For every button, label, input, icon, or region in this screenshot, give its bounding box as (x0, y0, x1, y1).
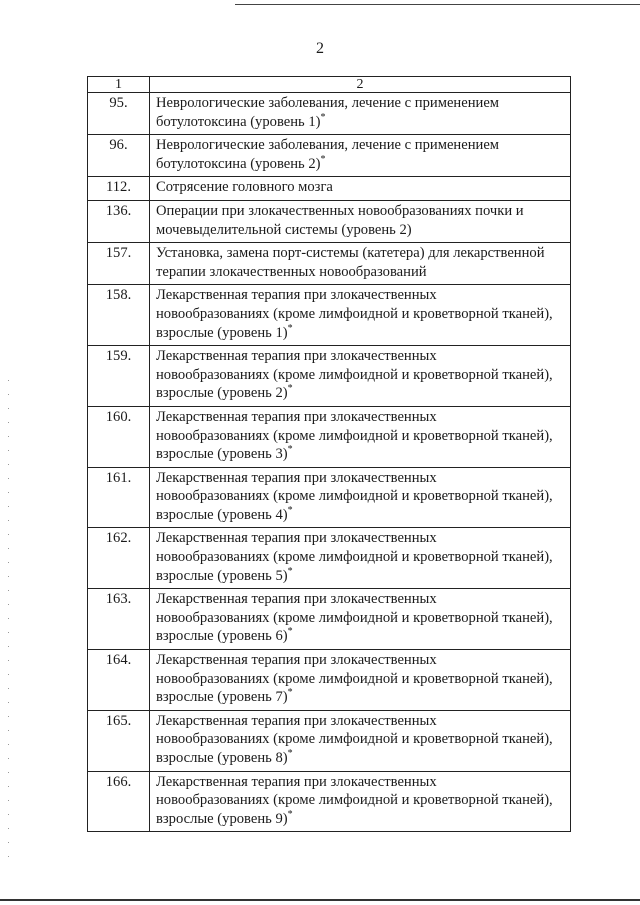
row-name-text: взрослые (уровень 2) (156, 385, 288, 402)
footnote-star: * (287, 322, 293, 334)
row-name-text: Лекарственная терапия при злокачественных (156, 348, 437, 365)
row-name-line (156, 286, 566, 305)
row-name-line (156, 155, 566, 174)
row-name (150, 285, 571, 346)
row-name-line (156, 408, 566, 427)
footnote-star: * (320, 153, 326, 165)
table-row (88, 243, 571, 285)
row-name-line (156, 688, 566, 707)
row-name (150, 467, 571, 528)
scan-edge-line-bottom (0, 899, 640, 901)
row-name-line (156, 567, 566, 586)
row-name-text: Установка, замена порт-системы (катетера) для лекарственной (156, 245, 545, 262)
row-name-line (156, 670, 566, 689)
column-header-number: 1 (88, 77, 150, 93)
row-name-line (156, 113, 566, 132)
row-name-text: Операции при злокачественных новообразованиях почки и (156, 202, 524, 219)
row-number: 166. (88, 771, 150, 832)
row-name-text: новообразованиях (кроме лимфоидной и кроветворной тканей), (156, 670, 553, 687)
row-name-line (156, 609, 566, 628)
row-name (150, 589, 571, 650)
row-name (150, 406, 571, 467)
row-number: 161. (88, 467, 150, 528)
row-name-line (156, 178, 566, 197)
row-name-text: Лекарственная терапия при злокачественных (156, 469, 437, 486)
row-name-text: ботулотоксина (уровень 2) (156, 155, 321, 172)
row-name-text: новообразованиях (кроме лимфоидной и кроветворной тканей), (156, 488, 553, 505)
row-name-text: Лекарственная терапия при злокачественных (156, 773, 437, 790)
row-name-text: Неврологические заболевания, лечение с применением (156, 137, 500, 154)
row-name-text: новообразованиях (кроме лимфоидной и кроветворной тканей), (156, 305, 553, 322)
row-name-line (156, 791, 566, 810)
row-name-line (156, 366, 566, 385)
row-name-line (156, 469, 566, 488)
row-number: 160. (88, 406, 150, 467)
row-name (150, 200, 571, 242)
row-name (150, 135, 571, 177)
row-number: 95. (88, 93, 150, 135)
row-name-text: взрослые (уровень 5) (156, 567, 288, 584)
row-name-line (156, 810, 566, 829)
row-name (150, 346, 571, 407)
row-name (150, 528, 571, 589)
row-name-text: взрослые (уровень 4) (156, 506, 288, 523)
table-row (88, 710, 571, 771)
row-name-line (156, 487, 566, 506)
row-name-text: Лекарственная терапия при злокачественных (156, 408, 437, 425)
row-name (150, 243, 571, 285)
row-name-line (156, 384, 566, 403)
column-header-name: 2 (150, 77, 571, 93)
row-name (150, 710, 571, 771)
row-name-text: Лекарственная терапия при злокачественных (156, 712, 437, 729)
row-number: 164. (88, 650, 150, 711)
table-row (88, 177, 571, 201)
row-name-text: новообразованиях (кроме лимфоидной и кроветворной тканей), (156, 731, 553, 748)
footnote-star: * (287, 505, 293, 517)
table-row (88, 406, 571, 467)
row-name-text: взрослые (уровень 8) (156, 750, 288, 766)
footnote-star: * (287, 626, 293, 638)
table-body (88, 93, 571, 832)
row-name-line (156, 730, 566, 749)
row-name-text: Сотрясение головного мозга (156, 179, 333, 196)
table-row (88, 93, 571, 135)
footnote-star: * (287, 687, 293, 699)
footnote-star: * (320, 111, 326, 123)
row-name (150, 650, 571, 711)
row-number: 159. (88, 346, 150, 407)
scan-edge-dots-left (8, 380, 9, 860)
row-name-text: взрослые (уровень 9) (156, 810, 288, 827)
row-name-text: Лекарственная терапия при злокачественных (156, 287, 437, 304)
row-name-text: Лекарственная терапия при злокачественных (156, 591, 437, 608)
row-name-line (156, 529, 566, 548)
table-row (88, 285, 571, 346)
footnote-star: * (287, 808, 293, 820)
row-name-line (156, 773, 566, 792)
row-number: 158. (88, 285, 150, 346)
row-name-line (156, 427, 566, 446)
row-name-text: взрослые (уровень 7) (156, 689, 288, 706)
row-name-line (156, 244, 566, 263)
row-name-text: Неврологические заболевания, лечение с применением (156, 95, 500, 111)
row-name-text: взрослые (уровень 3) (156, 446, 288, 463)
row-number: 162. (88, 528, 150, 589)
table-row (88, 200, 571, 242)
row-name-text: ботулотоксина (уровень 1) (156, 113, 321, 130)
footnote-star: * (287, 565, 293, 577)
row-number: 112. (88, 177, 150, 201)
page-number: 2 (316, 40, 324, 57)
row-name-line (156, 94, 566, 113)
row-name-text: новообразованиях (кроме лимфоидной и кроветворной тканей), (156, 792, 553, 809)
table-row (88, 650, 571, 711)
row-name-text: Лекарственная терапия при злокачественных (156, 652, 437, 669)
scan-edge-line-top (235, 4, 640, 5)
row-name-line (156, 548, 566, 567)
table-row (88, 346, 571, 407)
table-row (88, 771, 571, 832)
row-number: 157. (88, 243, 150, 285)
table-row (88, 528, 571, 589)
footnote-star: * (287, 383, 293, 395)
row-name-line (156, 506, 566, 525)
table-row (88, 135, 571, 177)
row-name-text: новообразованиях (кроме лимфоидной и кроветворной тканей), (156, 609, 553, 626)
row-name-line (156, 651, 566, 670)
row-name-line (156, 305, 566, 324)
row-name (150, 177, 571, 201)
row-name-line (156, 749, 566, 768)
table-header-row (88, 77, 571, 93)
row-name-line (156, 324, 566, 343)
row-name-text: взрослые (уровень 1) (156, 324, 288, 341)
row-name-text: новообразованиях (кроме лимфоидной и кроветворной тканей), (156, 549, 553, 566)
row-name-text: мочевыделительной системы (уровень 2) (156, 221, 412, 238)
row-number: 136. (88, 200, 150, 242)
services-table (87, 76, 571, 832)
row-name-line (156, 347, 566, 366)
row-name-line (156, 221, 566, 240)
row-name-line (156, 263, 566, 282)
row-name-text: новообразованиях (кроме лимфоидной и кроветворной тканей), (156, 366, 553, 383)
row-name-line (156, 445, 566, 464)
row-name-text: терапии злокачественных новообразований (156, 263, 427, 280)
footnote-star: * (287, 748, 293, 760)
row-name-text: новообразованиях (кроме лимфоидной и кроветворной тканей), (156, 427, 553, 444)
row-name-text: Лекарственная терапия при злокачественных (156, 530, 437, 547)
row-name-line (156, 136, 566, 155)
row-name-text: взрослые (уровень 6) (156, 628, 288, 645)
table-row (88, 467, 571, 528)
row-name-line (156, 202, 566, 221)
row-name (150, 93, 571, 135)
row-name (150, 771, 571, 832)
table-row (88, 589, 571, 650)
row-name-line (156, 712, 566, 731)
row-name-line (156, 627, 566, 646)
row-number: 163. (88, 589, 150, 650)
row-number: 165. (88, 710, 150, 771)
row-number: 96. (88, 135, 150, 177)
row-name-line (156, 590, 566, 609)
footnote-star: * (287, 444, 293, 456)
